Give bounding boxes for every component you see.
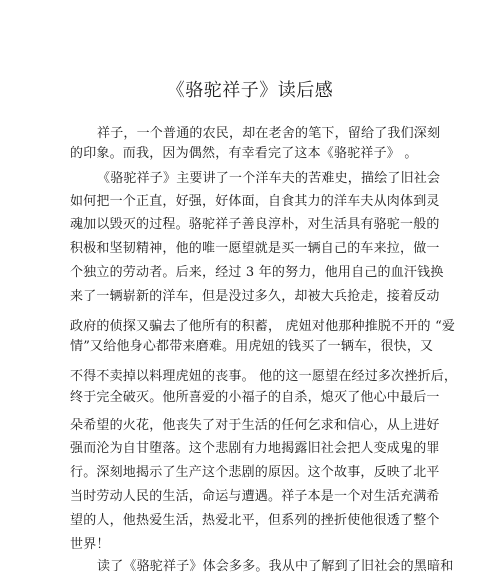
paragraph-line: 祥子，一个普通的农民，却在老舍的笔下，留给了我们深刻 [97, 126, 441, 141]
paragraph-line: 来了一辆崭新的洋车，但是没过多久，却被大兵抢走，接着反动 [70, 289, 440, 304]
paragraph-line: 终于完全破灭。他所喜爱的小福子的自杀，熄灭了他心中最后一 [70, 390, 440, 405]
paragraph-line: 朵希望的火花，他丧失了对于生活的任何乞求和信心，从上进好 [70, 418, 440, 433]
paragraph-line: 读了《骆驼祥子》体会多多。我从中了解到了旧社会的黑暗和 [97, 559, 454, 574]
paragraph-line: 积极和坚韧精神，他的唯一愿望就是买一辆自己的车来拉，做一 [70, 241, 440, 256]
paragraph-line: 望的人，他热爱生活，热爱北平，但系列的挫折使他很透了整个 [70, 513, 440, 528]
paragraph-line: 行。深刻地揭示了生产这个悲剧的原因。这个故事，反映了北平 [70, 465, 440, 480]
paragraph-line: 如何把一个正直，好强，好体面，自食其力的洋车夫从肉体到灵 [70, 194, 440, 209]
paragraph-line: 当时劳动人民的生活，命运与遭遇。祥子本是一个对生活充满希 [70, 489, 440, 504]
paragraph-line: 政府的侦探又骗去了他所有的积蓄， 虎妞对他那种推脱不开的 “爱 [70, 319, 456, 334]
paragraph-line: 不得不卖掉以料理虎妞的丧事。 他的这一愿望在经过多次挫折后， [70, 369, 458, 384]
paragraph-line: 世界！ [70, 537, 110, 552]
paragraph-line: 强而沦为自甘堕落。这个悲剧有力地揭露旧社会把人变成鬼的罪 [70, 441, 440, 456]
paragraph-line: 魂加以毁灭的过程。骆驼祥子善良淳朴，对生活具有骆驼一般的 [70, 217, 440, 232]
document-title: 《骆驼祥子》读后感 [166, 80, 334, 101]
paragraph-line: 的印象。而我，因为偶然，有幸看完了这本《骆驼祥子》 。 [70, 146, 418, 161]
paragraph-line: 情”又给他身心都带来磨难。用虎妞的钱买了一辆车，很快，又 [70, 339, 434, 354]
paragraph-line: 个独立的劳动者。后来，经过 3 年的努力，他用自己的血汗钱换 [70, 265, 444, 280]
paragraph-line: 《骆驼祥子》主要讲了一个洋车夫的苦难史，描绘了旧社会 [97, 171, 441, 186]
